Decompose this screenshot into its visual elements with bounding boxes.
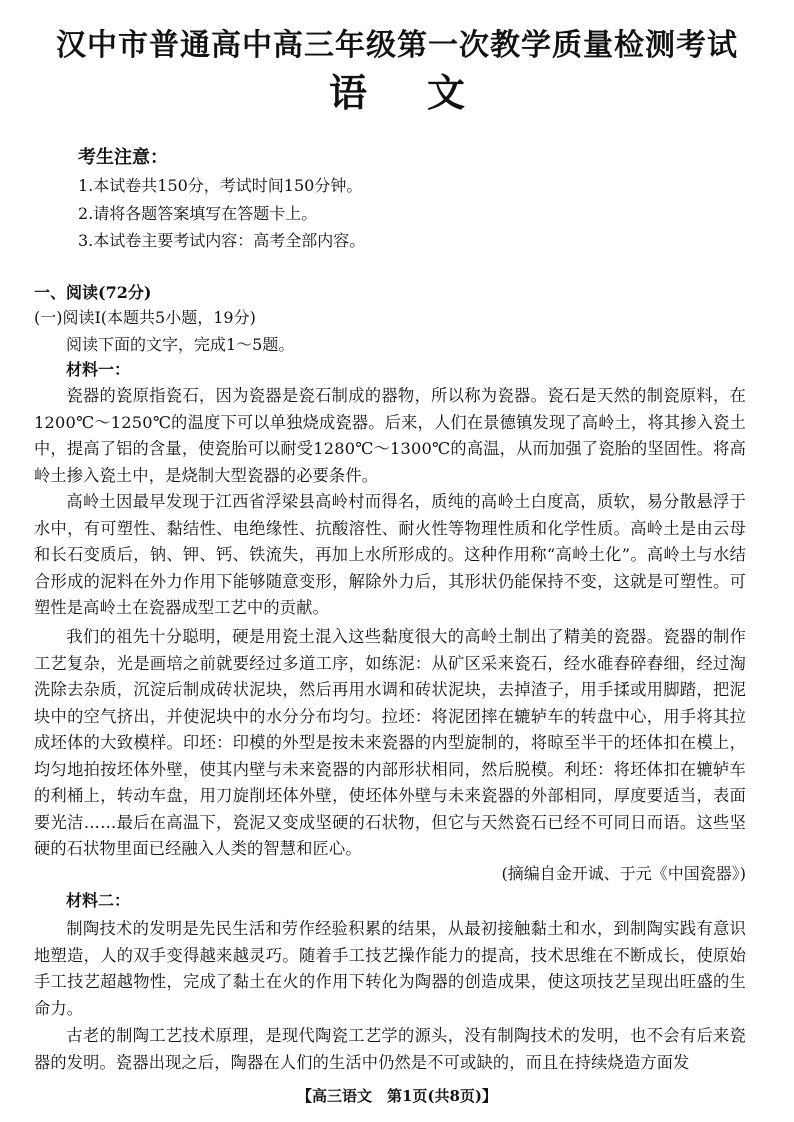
notice-item: 3.本试卷主要考试内容：高考全部内容。 (78, 231, 366, 250)
material-two-paragraph: 制陶技术的发明是先民生活和劳作经验积累的结果，从最初接触黏土和水，到制陶实践有意识地塑造，人的双手变得越来越灵巧。随着手工技艺操作能力的提高，技术思维在不断成长，使原始手工技艺超越物性，完成了黏土在火的作用下转化为陶器的创造成果，使这项技艺呈现出旺盛的生命力。 (34, 919, 746, 1018)
material-one-paragraph: 高岭土因最早发现于江西省浮梁县高岭村而得名，质纯的高岭土白度高，质软，易分散悬浮于水中，有可塑性、黏结性、电绝缘性、抗酸溶性、耐火性等物理性质和化学性质。高岭土是由云母和长石变质后，钠、钾、钙、铁流失，再加上水所形成的。这种作用称“高岭土化”。高岭土与水结合形成的泥料在外力作用下能够随意变形，解除外力后，其形状仍能保持不变，这就是可塑性。可塑性是高岭土在瓷器成型工艺中的贡献。 (34, 492, 746, 617)
sub-section-heading: (一)阅读Ⅰ(本题共5小题，19分) (34, 308, 256, 327)
notice-item: 2.请将各题答案填写在答题卡上。 (78, 204, 318, 223)
notice-item: 1.本试卷共150分，考试时间150分钟。 (78, 176, 363, 195)
material-two-paragraph: 古老的制陶工艺技术原理，是现代陶瓷工艺学的源头，没有制陶技术的发明，也不会有后来瓷器的发明。瓷器出现之后，陶器在人们的生活中仍然是不可或缺的，而且在持续烧造方面发 (34, 1026, 746, 1072)
subject-title: 语文 (328, 71, 525, 115)
material-one-paragraph: 我们的祖先十分聪明，硬是用瓷土混入这些黏度很大的高岭土制出了精美的瓷器。瓷器的制作工艺复杂，光是画培之前就要经过多道工序，如练泥：从矿区采来瓷石，经水碓舂碎舂细，经过淘洗除去杂质，沉淀后制成砖状泥块，然后再用水调和砖状泥块，去掉渣子，用手揉或用脚踏，把泥块中的空气挤出，并使泥块中的水分分布均匀。拉坯：将泥团摔在辘轳车的转盘中心，用手将其拉成坯体的大致模样。印坯：印模的外型是按未来瓷器的内型旋制的，将晾至半干的坯体扣在模上，均匀地拍按坯体外壁，使其内壁与未来瓷器的内部形状相同，然后脱模。利坯：将坯体扣在辘轳车的利桶上，转动车盘，用刀旋削坯体外壁，使坯体外壁与未来瓷器的外部相同，厚度要适当，表面要光洁……最后在高温下，瓷泥又变成坚硬的石状物，但它与天然瓷石已经不可同日而语。这些坚硬的石状物里面已经融入人类的智慧和匠心。 (34, 627, 746, 858)
material-one-source: (摘编自金开诚、于元《中国瓷器》) (501, 864, 746, 883)
section-heading: 一、阅读(72分) (34, 283, 152, 302)
page-footer: 【高三语文 第1页(共8页)】 (296, 1087, 498, 1105)
material-one-label: 材料一： (66, 360, 131, 379)
notice-heading: 考生注意： (78, 147, 168, 168)
exam-title: 汉中市普通高中高三年级第一次教学质量检测考试 (56, 28, 738, 63)
reading-instruction: 阅读下面的文字，完成1～5题。 (66, 335, 295, 354)
material-two-label: 材料二： (66, 891, 131, 910)
material-one-paragraph: 瓷器的瓷原指瓷石，因为瓷器是瓷石制成的器物，所以称为瓷器。瓷石是天然的制瓷原料，在1200℃～1250℃的温度下可以单独烧成瓷器。后来，人们在景德镇发现了高岭土，将其掺入瓷土中，提高了铝的含量，使瓷胎可以耐受1280℃～1300℃的高温，从而加强了瓷胎的坚固性。将高岭土掺入瓷土中，是烧制大型瓷器的必要条件。 (34, 386, 746, 485)
